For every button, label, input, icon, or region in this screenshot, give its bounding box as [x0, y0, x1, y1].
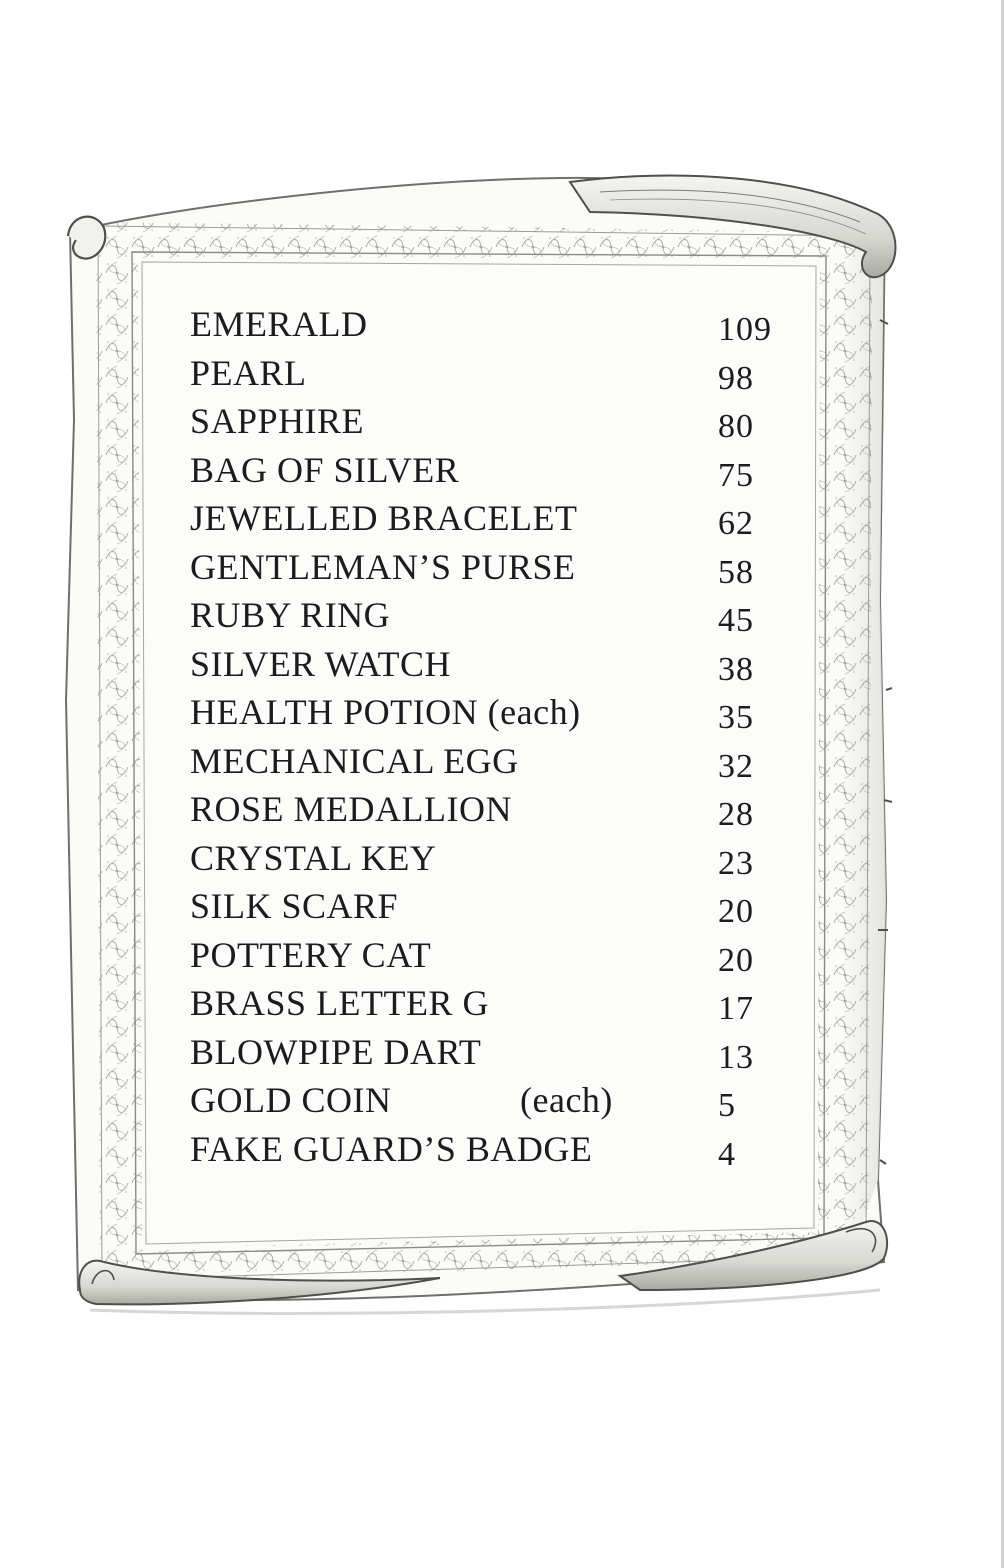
item-value: 5 — [718, 1087, 736, 1124]
item-value: 17 — [718, 990, 754, 1027]
top-left-curl — [68, 217, 105, 259]
list-item — [190, 591, 790, 640]
item-name: GENTLEMAN’S PURSE — [190, 546, 576, 587]
item-value: 75 — [718, 456, 754, 494]
item-name: FAKE GUARD’S BADGE — [190, 1128, 593, 1169]
item-name: PEARL — [190, 352, 307, 393]
item-value: 4 — [718, 1135, 736, 1173]
item-name: GOLD COIN — [190, 1080, 392, 1120]
item-name: SILK SCARF — [190, 886, 399, 926]
list-item — [190, 300, 790, 349]
item-name: HEALTH POTION (each) — [190, 692, 581, 732]
item-value: 98 — [718, 359, 754, 397]
item-name: SILVER WATCH — [190, 643, 452, 684]
list-item — [190, 1125, 790, 1174]
item-name: SAPPHIRE — [190, 401, 365, 441]
list-item — [190, 834, 790, 883]
item-value: 23 — [718, 844, 754, 882]
list-item — [190, 688, 790, 737]
item-name: BAG OF SILVER — [190, 449, 460, 490]
item-name: ROSE MEDALLION — [190, 789, 512, 829]
list-item — [190, 931, 790, 980]
item-value: 35 — [718, 699, 754, 736]
item-value: 58 — [718, 553, 754, 591]
item-name: EMERALD — [190, 304, 368, 344]
list-item — [190, 640, 790, 689]
item-name: JEWELLED BRACELET — [190, 498, 578, 538]
list-item — [190, 494, 790, 543]
price-list — [190, 300, 790, 1173]
list-item — [190, 349, 790, 398]
list-item — [190, 1028, 790, 1077]
list-item — [190, 737, 790, 786]
item-name: RUBY RING — [190, 595, 391, 635]
item-value: 32 — [718, 747, 754, 785]
list-item — [190, 446, 790, 495]
item-value: 109 — [718, 311, 772, 348]
item-value: 28 — [718, 796, 754, 833]
item-name: BLOWPIPE DART — [190, 1031, 482, 1072]
item-qualifier: (each) — [520, 1080, 613, 1120]
list-item — [190, 979, 790, 1028]
list-item — [190, 397, 790, 446]
item-value: 38 — [718, 650, 754, 688]
item-value: 13 — [718, 1038, 754, 1076]
list-item — [190, 543, 790, 592]
item-name: BRASS LETTER G — [190, 983, 490, 1023]
item-value: 45 — [718, 602, 754, 639]
item-value: 20 — [718, 893, 754, 930]
item-name: CRYSTAL KEY — [190, 837, 437, 878]
item-name: POTTERY CAT — [190, 934, 432, 975]
item-name: MECHANICAL EGG — [190, 740, 519, 781]
list-item — [190, 785, 790, 834]
list-item — [190, 1076, 790, 1125]
item-value: 80 — [718, 408, 754, 445]
item-value: 62 — [718, 505, 754, 542]
item-value: 20 — [718, 941, 754, 979]
list-item — [190, 882, 790, 931]
